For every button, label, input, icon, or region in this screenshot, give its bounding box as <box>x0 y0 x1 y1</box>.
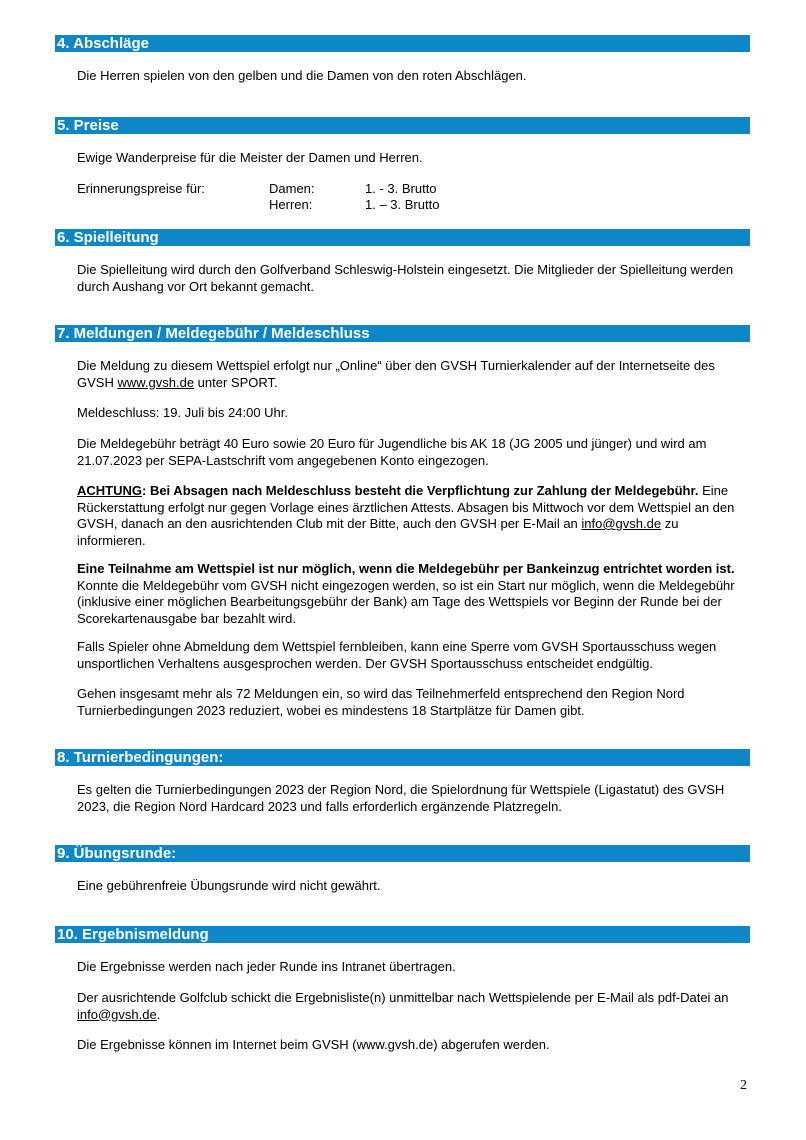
page-number: 2 <box>740 1078 747 1093</box>
ergebnisliste-paragraph <box>77 990 747 1023</box>
achtung-paragraph <box>77 483 747 549</box>
section-heading-uebungsrunde: 9. Übungsrunde: <box>55 845 750 862</box>
prize-row-herren-what: 1. – 3. Brutto <box>365 197 440 212</box>
spielleitung-text: Die Spielleitung wird durch den Golfverband Schleswig-Holstein eingesetzt. Die Mitglieder der Spielleitung werden durch Aushang vor Ort bekannt gemacht. <box>77 262 734 294</box>
meldeschluss-text: Meldeschluss: 19. Juli bis 24:00 Uhr. <box>77 405 288 420</box>
achtung-bold-text: : Bei Absagen nach Meldeschluss besteht die Verpflichtung zur Zahlung der Meldegebühr. <box>142 483 699 498</box>
section-heading-abschlaege: 4. Abschläge <box>55 35 750 52</box>
ergebnis-intranet-text: Die Ergebnisse werden nach jeder Runde ins Intranet übertragen. <box>77 959 456 974</box>
info-email-link-2[interactable]: info@gvsh.de <box>77 1006 157 1022</box>
achtung-end-text: zu informieren. <box>77 516 679 548</box>
prize-row-damen-what: 1. - 3. Brutto <box>365 181 437 196</box>
section-heading-turnierbedingungen: 8. Turnierbedingungen: <box>55 749 750 766</box>
meldungen-paragraph-1 <box>77 358 747 391</box>
section-heading-ergebnismeldung: 10. Ergebnismeldung <box>55 926 750 943</box>
section-heading-spielleitung: 6. Spielleitung <box>55 229 750 246</box>
sperre-text: Falls Spieler ohne Abmeldung dem Wettspiel fernbleiben, kann eine Sperre vom GVSH Sportausschuss wegen unsportlichen Verhaltens ausgesprochen werden. Der GVSH Sportausschuss entscheidet endgültig. <box>77 639 717 671</box>
ergebnisliste-text-b: . <box>156 1006 161 1022</box>
abschlaege-text: Die Herren spielen von den gelben und die Damen von den roten Abschlägen. <box>77 68 527 83</box>
achtung-label: ACHTUNG <box>77 483 142 498</box>
achtung-body-text: Eine Rückerstattung erfolgt nur gegen Vorlage eines ärztlichen Attests. Absagen bis Mittwoch vor dem Wettspiel an den GVSH, danach an den ausrichtenden Club mit der Bitte, auch den GVSH per E-Mail an <box>77 483 735 531</box>
teilnahme-bold-text: Eine Teilnahme am Wettspiel ist nur möglich, wenn die Meldegebühr per Bankeinzug entrichtet worden ist. <box>77 561 735 576</box>
meldungen-p1-text-a: Die Meldung zu diesem Wettspiel erfolgt nur „Online“ über den GVSH Turnierkalender auf der Internetseite des GVSH <box>77 358 715 390</box>
info-email-link[interactable]: info@gvsh.de <box>581 516 662 531</box>
teilnahme-paragraph <box>77 561 747 627</box>
section-heading-meldungen: 7. Meldungen / Meldegebühr / Meldeschluss <box>55 325 750 342</box>
gvsh-website-link[interactable]: www.gvsh.de <box>117 374 195 390</box>
meldegebuehr-text: Die Meldegebühr beträgt 40 Euro sowie 20 Euro für Jugendliche bis AK 18 (JG 2005 und jünger) und wird am 21.07.2023 per SEPA-Lastschrift vom angegebenen Konto eingezogen. <box>77 436 707 468</box>
prize-row-herren-who: Herren: <box>269 197 313 212</box>
turnierbedingungen-text: Es gelten die Turnierbedingungen 2023 der Region Nord, die Spielordnung für Wettspiele (Ligastatut) des GVSH 2023, die Region Nord Hardcard 2023 und falls erforderlich ergänzende Platzregeln. <box>77 782 725 814</box>
uebungsrunde-text: Eine gebührenfreie Übungsrunde wird nicht gewährt. <box>77 878 381 893</box>
preise-text: Ewige Wanderpreise für die Meister der Damen und Herren. <box>77 150 423 165</box>
erinnerungspreise-label: Erinnerungspreise für: <box>77 181 205 196</box>
ergebnisliste-text-a: Der ausrichtende Golfclub schickt die Ergebnisliste(n) unmittelbar nach Wettspielende per E-Mail als pdf-Datei an <box>77 990 729 1005</box>
meldungen-p1-text-b: unter SPORT. <box>194 374 278 390</box>
teilnahme-body-text: Konnte die Meldegebühr vom GVSH nicht eingezogen werden, so ist ein Start nur möglich, wenn die Meldegebühr (inklusive einer möglichen Bearbeitungsgebühr der Bank) am Tage des Wettspiels vor Beginn der Runde bei der Scorekartenausgabe bar bezahlt wird. <box>77 577 735 626</box>
teilnehmerfeld-text: Gehen insgesamt mehr als 72 Meldungen ein, so wird das Teilnehmerfeld entsprechend den Region Nord Turnierbedingungen 2023 reduziert, wobei es mindestens 18 Startplätze für Damen gibt. <box>77 686 685 718</box>
prize-row-damen-who: Damen: <box>269 181 315 196</box>
section-heading-preise: 5. Preise <box>55 117 750 134</box>
ergebnis-internet-text: Die Ergebnisse können im Internet beim GVSH (www.gvsh.de) abgerufen werden. <box>77 1037 550 1052</box>
